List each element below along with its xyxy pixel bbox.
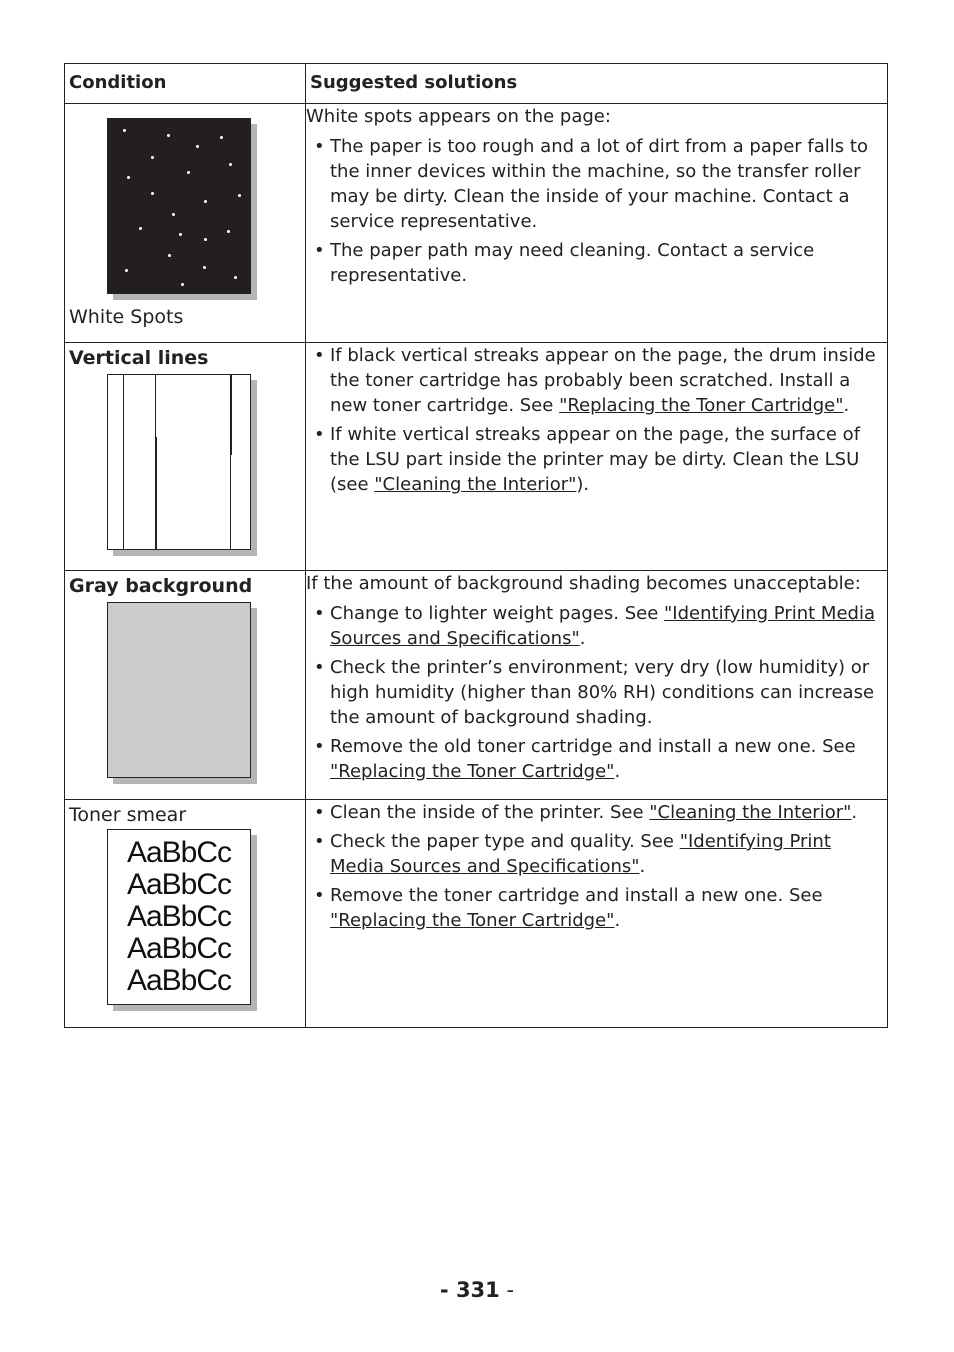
table-row [65,800,888,1028]
list-item: • Check the printer’s environment; very dry (low humidity) or high humidity (higher than 80% RH) conditions can increase the amount of background shading. [306,655,887,730]
list-item: • Check the paper type and quality. See "Identifying Print Media Sources and Specifications". [306,829,887,879]
link-replacing-toner-cartridge[interactable]: "Replacing the Toner Cartridge" [559,395,844,416]
toner-smear-illustration: AaBbCc AaBbCc AaBbCc AaBbCc AaBbCc [107,829,257,1011]
list-item: • Clean the inside of the printer. See "Cleaning the Interior". [306,800,887,825]
solution-list [306,800,887,933]
list-item: • Change to lighter weight pages. See "Identifying Print Media Sources and Specifications". [306,601,887,651]
page-number: - 331 - [439,1278,515,1302]
solution-list [306,601,887,784]
header-row [65,64,888,104]
condition-cell [65,571,306,800]
solutions-cell [306,571,888,800]
header-solutions: Suggested solutions [306,64,888,104]
list-item: • Remove the toner cartridge and install a new one. See "Replacing the Toner Cartridge". [306,883,887,933]
list-item: • The paper is too rough and a lot of dirt from a paper falls to the inner devices within the machine, so the transfer roller may be dirty. Clean the inside of your machine. Contact a service representative. [306,134,887,234]
list-item: • The paper path may need cleaning. Contact a service representative. [306,238,887,288]
white-spots-illustration [107,118,257,300]
solution-intro: White spots appears on the page: [306,106,611,127]
condition-cell [65,800,306,1028]
solutions-cell [306,343,888,571]
condition-cell [65,343,306,571]
solutions-cell [306,104,888,343]
condition-label: White Spots [69,306,184,328]
vertical-lines-illustration [107,374,257,556]
condition-label: Toner smear [69,804,187,826]
solution-list [306,134,887,288]
condition-label: Vertical lines [69,347,209,369]
link-replacing-toner-cartridge[interactable]: "Replacing the Toner Cartridge" [330,761,615,782]
list-item: • If black vertical streaks appear on the page, the drum inside the toner cartridge has probably been scratched. Install a new toner cartridge. See "Replacing the Toner Cartridge". [306,343,887,418]
link-cleaning-interior[interactable]: "Cleaning the Interior" [649,802,852,823]
solutions-cell [306,800,888,1028]
gray-background-illustration [107,602,257,784]
link-replacing-toner-cartridge[interactable]: "Replacing the Toner Cartridge" [330,910,615,931]
condition-label: Gray background [69,575,253,597]
solution-intro: If the amount of background shading becomes unacceptable: [306,573,861,594]
header-condition: Condition [65,64,306,104]
link-cleaning-interior[interactable]: "Cleaning the Interior" [374,474,577,495]
table-row [65,571,888,800]
list-item: • If white vertical streaks appear on the page, the surface of the LSU part inside the printer may be dirty. Clean the LSU (see "Cleaning the Interior"). [306,422,887,497]
link-identifying-print-media[interactable]: "Identifying Print Media Sources and Specifications" [330,603,875,649]
solution-list [306,343,887,497]
link-identifying-print-media[interactable]: "Identifying Print Media Sources and Specifications" [330,831,831,877]
table-row [65,104,888,343]
condition-cell [65,104,306,343]
table-row [65,343,888,571]
list-item: • Remove the old toner cartridge and install a new one. See "Replacing the Toner Cartridge". [306,734,887,784]
troubleshooting-table [64,63,888,1028]
